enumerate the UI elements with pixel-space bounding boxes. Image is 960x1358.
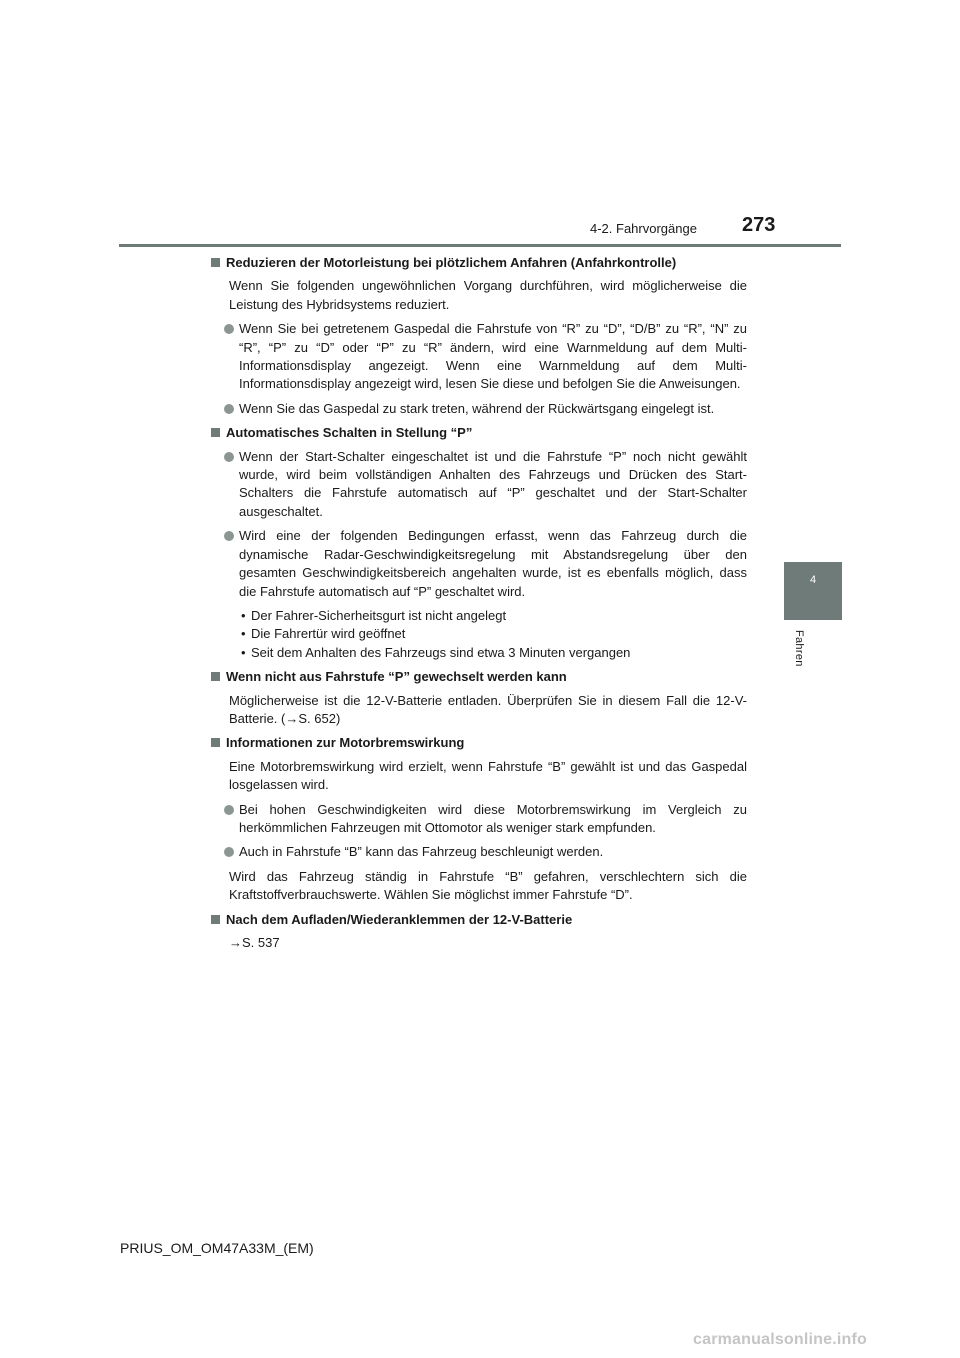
paragraph: Möglicherweise ist die 12-V-Batterie entladen. Überprüfen Sie in diesem Fall die 12-V-Batterie. (→S. 652) (229, 692, 747, 726)
chapter-label-text: Fahren (793, 630, 805, 667)
circle-bullet-icon (224, 805, 234, 815)
circle-bullet-icon (224, 324, 234, 334)
circle-bullet-icon (224, 404, 234, 414)
list-item: Wird eine der folgenden Bedingungen erfasst, wenn das Fahrzeug durch die dynamische Radar-Geschwindigkeitsregelung mit Abstandsregelung über den gesamten Geschwindigkeitsbereich angehalten wurde, ist es ebenfalls möglich, dass die Fahrstufe automatisch auf “P” geschaltet wird. (211, 527, 747, 601)
circle-bullet-icon (224, 531, 234, 541)
section-heading-motorbremswirkung: Informationen zur Motorbremswirkung (211, 734, 747, 752)
page-number: 273 (742, 214, 776, 236)
paragraph: Wenn Sie folgenden ungewöhnlichen Vorgang durchführen, wird möglicherweise die Leistung des Hybridsystems reduziert. (229, 278, 747, 312)
square-bullet-icon (211, 258, 220, 267)
sub-list-item: • Seit dem Anhalten des Fahrzeugs sind etwa 3 Minuten vergangen (211, 644, 747, 662)
sub-list (211, 607, 747, 662)
sub-list-item: • Die Fahrertür wird geöffnet (211, 625, 747, 643)
paragraph: Wird das Fahrzeug ständig in Fahrstufe “B” gefahren, verschlechtern sich die Kraftstoffverbrauchswerte. Wählen Sie möglichst immer Fahrstufe “D”. (229, 868, 747, 903)
circle-bullet-icon (224, 452, 234, 462)
square-bullet-icon (211, 738, 220, 747)
square-bullet-icon (211, 428, 220, 437)
page-reference: →S. 537 (229, 935, 280, 950)
section-title: 4-2. Fahrvorgänge (590, 221, 697, 236)
page-content (211, 254, 747, 958)
chapter-number: 4 (809, 574, 817, 586)
chapter-label (793, 630, 807, 674)
section-heading-anfahrkontrolle: Reduzieren der Motorleistung bei plötzlichem Anfahren (Anfahrkontrolle) (211, 254, 747, 272)
list-item: Wenn Sie das Gaspedal zu stark treten, während der Rückwärtsgang eingelegt ist. (211, 400, 747, 418)
list-item: Wenn Sie bei getretenem Gaspedal die Fahrstufe von “R” zu “D”, “D/B” zu “R”, “N” zu “R”, “P” zu “D” oder “P” zu “R” ändern, wird eine Warnmeldung auf dem Multi-Informationsdisplay angezeigt. Wenn eine Warnmeldung auf dem Multi-Informationsdisplay angezeigt wird, lesen Sie diese und befolgen Sie die Anweisungen. (211, 320, 747, 394)
square-bullet-icon (211, 672, 220, 681)
watermark: carmanualsonline.info (693, 1331, 868, 1348)
list-item: Bei hohen Geschwindigkeiten wird diese Motorbremswirkung im Vergleich zu herkömmlichen Fahrzeugen mit Ottomotor als weniger stark empfunden. (211, 801, 747, 838)
list-item: Auch in Fahrstufe “B” kann das Fahrzeug beschleunigt werden. (211, 843, 747, 861)
square-bullet-icon (211, 915, 220, 924)
circle-bullet-icon (224, 847, 234, 857)
sub-list-item: • Der Fahrer-Sicherheitsgurt ist nicht angelegt (211, 607, 747, 625)
paragraph: Eine Motorbremswirkung wird erzielt, wenn Fahrstufe “B” gewählt ist und das Gaspedal losgelassen wird. (229, 758, 747, 793)
dot-bullet-icon: • (241, 644, 246, 660)
dot-bullet-icon: • (241, 607, 246, 623)
dot-bullet-icon: • (241, 626, 246, 642)
section-heading-batterie: Nach dem Aufladen/Wiederanklemmen der 12-V-Batterie (211, 911, 747, 929)
list-item: Wenn der Start-Schalter eingeschaltet ist und die Fahrstufe “P” noch nicht gewählt wurde, wird beim vollständigen Anhalten des Fahrzeugs und Drücken des Start-Schalters die Fahrstufe automatisch auf “P” geschaltet und der Start-Schalter ausgeschaltet. (211, 448, 747, 522)
document-id: PRIUS_OM_OM47A33M_(EM) (120, 1240, 314, 1256)
chapter-tab (784, 562, 842, 620)
section-heading-automatisches-schalten: Automatisches Schalten in Stellung “P” (211, 424, 747, 442)
section-heading-fahrstufe-p: Wenn nicht aus Fahrstufe “P” gewechselt werden kann (211, 668, 747, 686)
header-divider (119, 244, 841, 247)
